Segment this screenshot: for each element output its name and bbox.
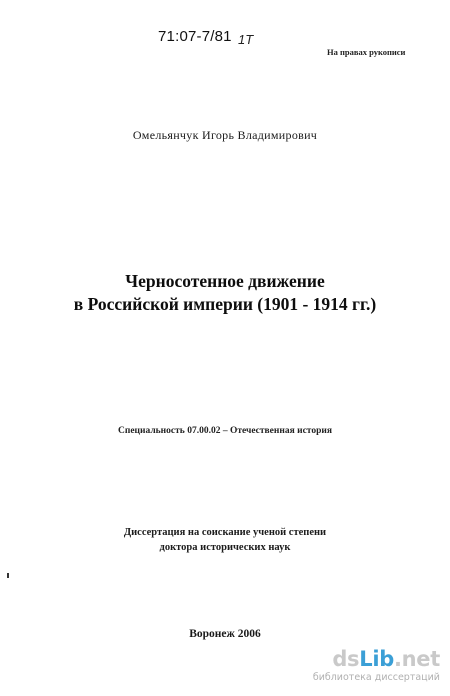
logo-suffix: .net (393, 646, 440, 671)
handwritten-mark: 1Т (238, 32, 254, 47)
logo-prefix: ds (332, 646, 360, 671)
logo-subtitle: библиотека диссертаций (312, 671, 440, 683)
logo-wordmark (313, 646, 440, 671)
thesis-degree-line-1: Диссертация на соискание ученой степени (123, 527, 327, 538)
specialty-line: Специальность 07.00.02 – Отечественная история (118, 426, 332, 436)
dslib-watermark-logo[interactable] (312, 646, 440, 683)
catalog-code: 71:07-7/81 (158, 28, 232, 45)
thesis-degree-line-2: доктора исторических наук (159, 542, 291, 553)
title-line-2: в Российской империи (1901 - 1914 гг.) (73, 294, 377, 314)
place-and-year: Воронеж 2006 (189, 628, 261, 640)
scan-speck (7, 573, 9, 578)
author-name: Омельянчук Игорь Владимирович (132, 128, 318, 142)
rights-note: На правах рукописи (327, 47, 406, 57)
title-line-1: Черносотенное движение (125, 271, 325, 291)
logo-brand: Lib (359, 646, 394, 671)
